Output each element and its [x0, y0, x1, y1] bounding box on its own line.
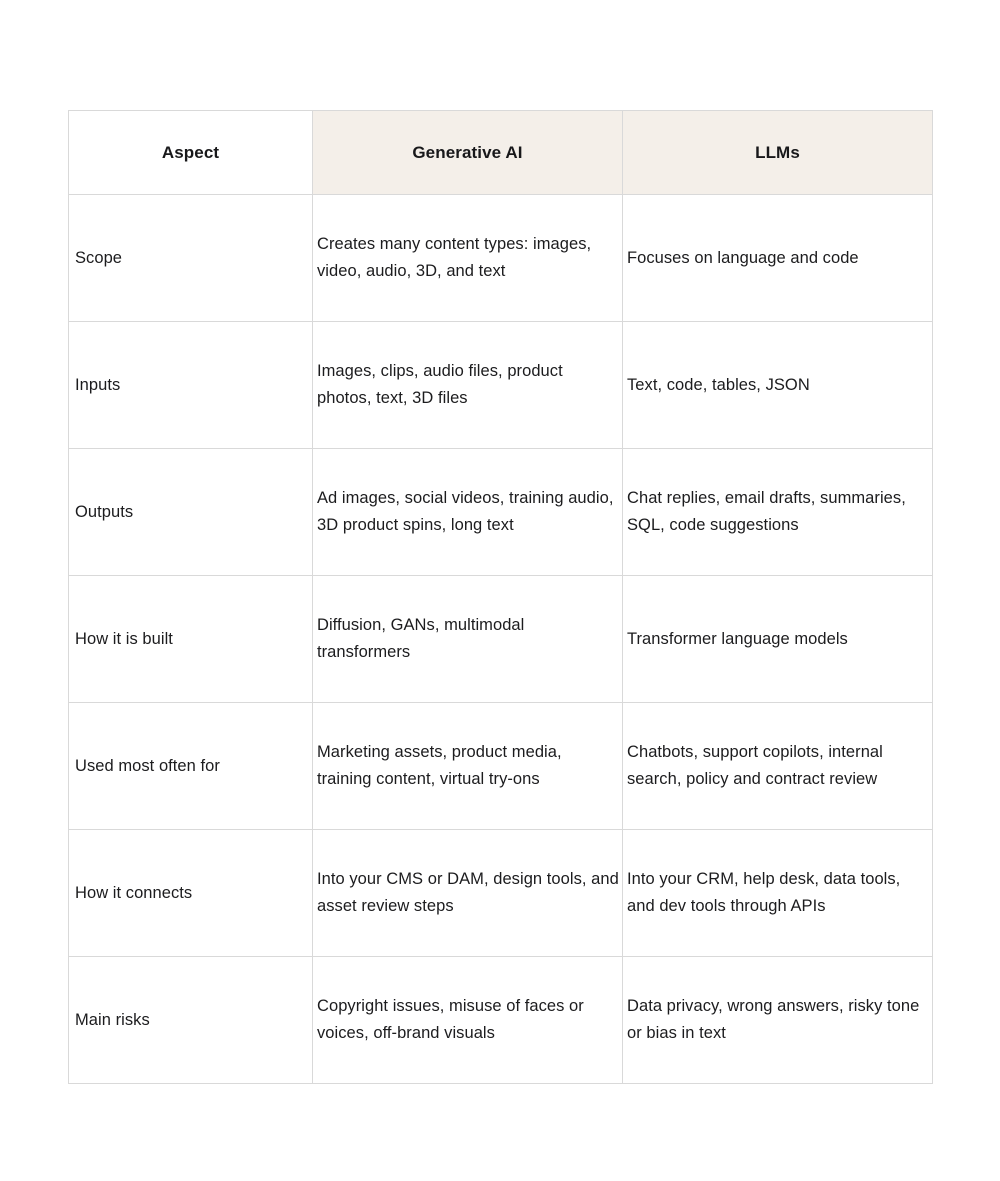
- header-row: [69, 111, 933, 195]
- cell-text: Text, code, tables, JSON: [627, 375, 810, 394]
- cell-aspect: [69, 703, 313, 830]
- cell-text: Inputs: [75, 375, 121, 394]
- column-header-aspect: Aspect: [69, 111, 313, 195]
- cell-text: Images, clips, audio files, product photos, text, 3D files: [317, 362, 563, 407]
- cell-llms: [623, 703, 933, 830]
- cell-text: Marketing assets, product media, training content, virtual try-ons: [317, 743, 562, 788]
- table-row: [69, 195, 933, 322]
- cell-text: Ad images, social videos, training audio, 3D product spins, long text: [317, 489, 614, 534]
- cell-llms: [623, 322, 933, 449]
- cell-text: Data privacy, wrong answers, risky tone or bias in text: [627, 997, 920, 1042]
- table-row: [69, 576, 933, 703]
- cell-text: Chat replies, email drafts, summaries, SQL, code suggestions: [627, 489, 906, 534]
- cell-aspect: [69, 576, 313, 703]
- cell-text: Focuses on language and code: [627, 248, 859, 267]
- cell-generative-ai: [313, 576, 623, 703]
- cell-generative-ai: [313, 449, 623, 576]
- cell-generative-ai: [313, 830, 623, 957]
- cell-text: Main risks: [75, 1010, 150, 1029]
- cell-aspect: [69, 957, 313, 1084]
- column-header-llms: LLMs: [623, 111, 933, 195]
- cell-generative-ai: [313, 322, 623, 449]
- cell-llms: [623, 830, 933, 957]
- cell-text: Diffusion, GANs, multimodal transformers: [317, 616, 525, 661]
- cell-text: Into your CRM, help desk, data tools, and dev tools through APIs: [627, 870, 901, 915]
- table-row: [69, 322, 933, 449]
- cell-aspect: [69, 322, 313, 449]
- cell-text: How it connects: [75, 883, 193, 902]
- cell-text: Used most often for: [75, 756, 220, 775]
- comparison-table-container: [68, 110, 932, 1084]
- cell-aspect: [69, 830, 313, 957]
- cell-text: Into your CMS or DAM, design tools, and asset review steps: [317, 870, 619, 915]
- cell-text: Scope: [75, 248, 123, 267]
- table-row: [69, 703, 933, 830]
- table-row: [69, 449, 933, 576]
- table-body: [69, 195, 933, 1084]
- table-header: [69, 111, 933, 195]
- cell-llms: [623, 195, 933, 322]
- cell-llms: [623, 449, 933, 576]
- cell-text: Transformer language models: [627, 629, 848, 648]
- cell-text: How it is built: [75, 629, 173, 648]
- cell-text: Creates many content types: images, video, audio, 3D, and text: [317, 235, 592, 280]
- cell-text: Chatbots, support copilots, internal search, policy and contract review: [627, 743, 883, 788]
- cell-generative-ai: [313, 957, 623, 1084]
- cell-llms: [623, 576, 933, 703]
- cell-generative-ai: [313, 195, 623, 322]
- table-row: [69, 957, 933, 1084]
- comparison-table: [68, 110, 933, 1084]
- column-header-generative-ai: Generative AI: [313, 111, 623, 195]
- cell-text: Outputs: [75, 502, 134, 521]
- cell-aspect: [69, 449, 313, 576]
- table-row: [69, 830, 933, 957]
- cell-text: Copyright issues, misuse of faces or voices, off-brand visuals: [317, 997, 584, 1042]
- cell-generative-ai: [313, 703, 623, 830]
- cell-aspect: [69, 195, 313, 322]
- cell-llms: [623, 957, 933, 1084]
